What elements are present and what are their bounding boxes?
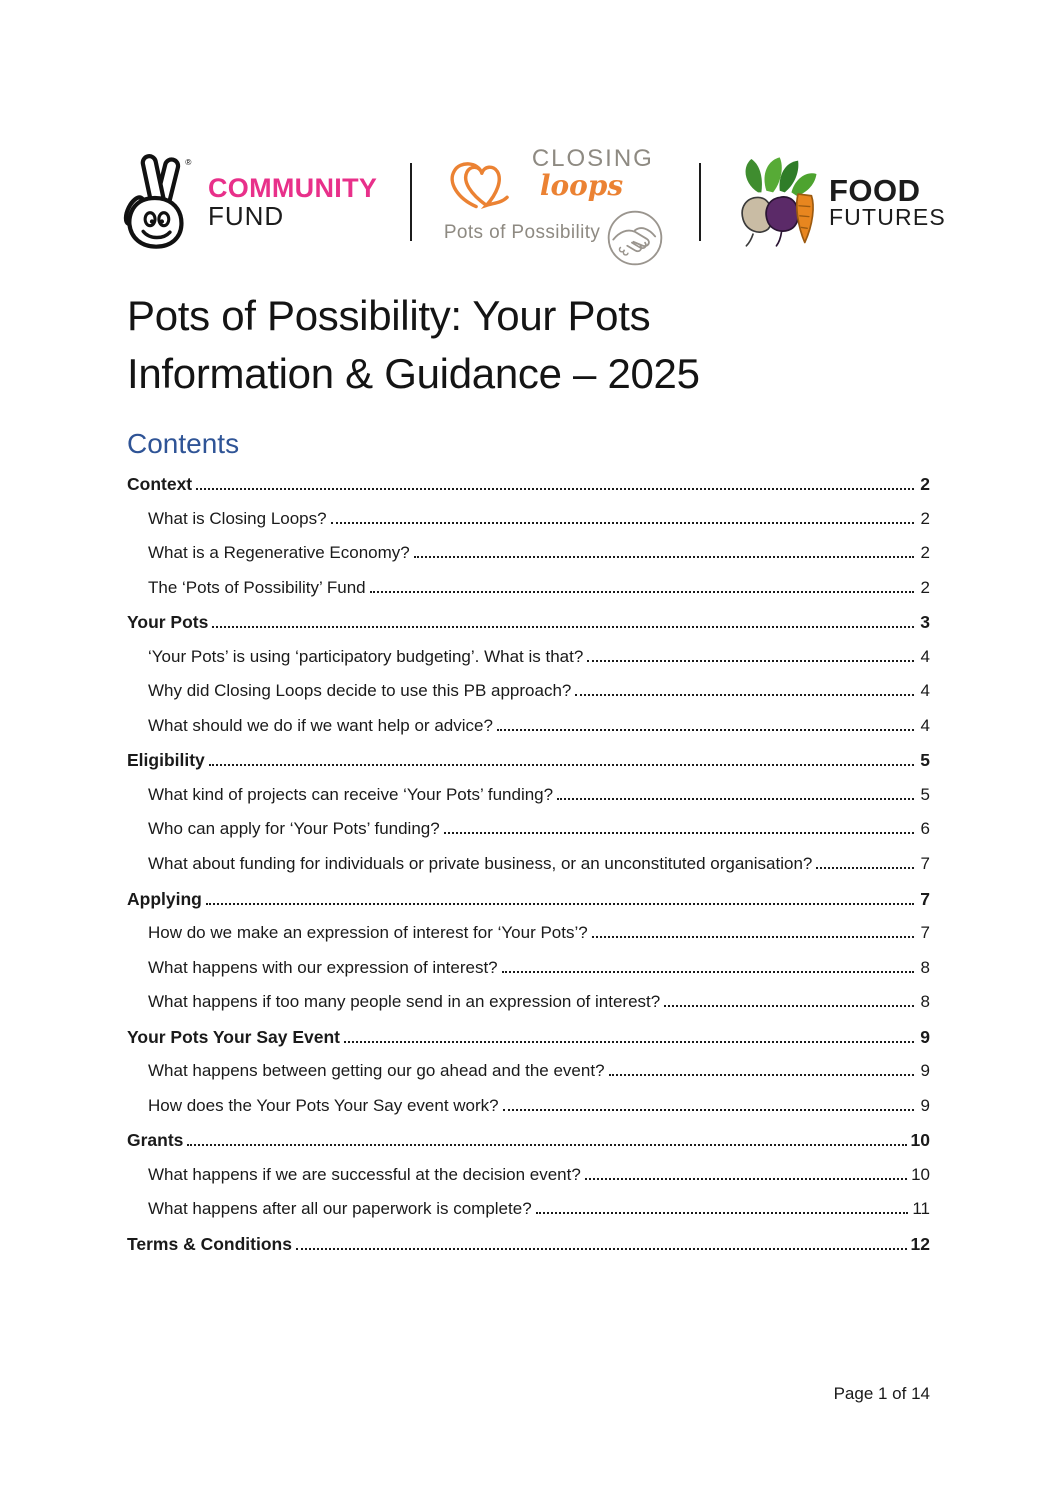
toc-entry-page[interactable]: 2: [920, 543, 930, 563]
toc-entry-label[interactable]: What happens after all our paperwork is complete?: [148, 1199, 532, 1219]
toc-entry-page[interactable]: 2: [920, 474, 930, 494]
fund-label: FUND: [208, 200, 285, 231]
toc-leader-dots: [557, 798, 914, 800]
toc-entry-label[interactable]: How does the Your Pots Your Say event work?: [148, 1095, 499, 1115]
toc-leader-dots: [212, 626, 914, 628]
toc-entry[interactable]: [127, 812, 930, 847]
toc-entry-label[interactable]: What is Closing Loops?: [148, 508, 327, 528]
toc-entry-label[interactable]: Who can apply for ‘Your Pots’ funding?: [148, 819, 440, 839]
toc-entry-page[interactable]: 7: [920, 923, 930, 943]
pots-of-possibility-tagline: Pots of Possibility: [443, 222, 601, 243]
toc-leader-dots: [209, 764, 914, 766]
title-line-1: Pots of Possibility: Your Pots: [127, 292, 651, 339]
page-number-text: Page 1 of 14: [833, 1384, 930, 1403]
logo-community-fund: [118, 153, 377, 251]
logo-closing-loops: [444, 145, 667, 259]
toc-entry-page[interactable]: 8: [920, 992, 930, 1012]
toc-entry-page[interactable]: 2: [920, 577, 930, 597]
logo-food-futures: [733, 152, 946, 252]
toc-entry-page[interactable]: 6: [920, 819, 930, 839]
toc-entry[interactable]: [127, 1054, 930, 1089]
logo-divider: [410, 163, 412, 241]
page-footer: [834, 1384, 930, 1404]
toc-entry[interactable]: [127, 916, 930, 951]
toc-leader-dots: [592, 936, 914, 938]
toc-entry[interactable]: [127, 502, 930, 537]
toc-entry-page[interactable]: 9: [920, 1061, 930, 1081]
toc-entry-page[interactable]: 7: [920, 854, 930, 874]
toc-entry-label[interactable]: The ‘Pots of Possibility’ Fund: [148, 577, 366, 597]
document-title: [127, 287, 967, 403]
toc-leader-dots: [370, 591, 914, 593]
logo-divider: [699, 163, 701, 241]
toc-leader-dots: [502, 971, 914, 973]
toc-leader-dots: [503, 1109, 914, 1111]
community-label: COMMUNITY: [208, 172, 378, 203]
toc-entry-label[interactable]: What about funding for individuals or private business, or an unconstituted organisation?: [148, 854, 813, 874]
svg-text:®: ®: [185, 156, 192, 167]
toc-leader-dots: [196, 488, 914, 490]
toc-leader-dots: [206, 903, 914, 905]
toc-entry[interactable]: [127, 536, 930, 571]
toc-entry[interactable]: [127, 1020, 930, 1055]
toc-entry-page[interactable]: 5: [920, 784, 930, 804]
toc-entry[interactable]: [127, 467, 930, 502]
toc-entry-label[interactable]: ‘Your Pots’ is using ‘participatory budgeting’. What is that?: [148, 646, 584, 666]
toc-entry-label[interactable]: Your Pots Your Say Event: [127, 1026, 340, 1047]
toc-entry-page[interactable]: 3: [920, 612, 930, 633]
toc-entry-label[interactable]: Applying: [127, 888, 202, 909]
vegetables-icon: [733, 152, 829, 252]
toc-entry-label[interactable]: What kind of projects can receive ‘Your Pots’ funding?: [148, 784, 554, 804]
toc-entry[interactable]: [127, 847, 930, 882]
toc-leader-dots: [587, 660, 914, 662]
toc-leader-dots: [816, 867, 914, 869]
toc-entry[interactable]: [127, 571, 930, 606]
toc-entry[interactable]: [127, 1227, 930, 1262]
contents-heading: Contents: [127, 428, 240, 459]
toc-entry[interactable]: [127, 778, 930, 813]
toc-entry-label[interactable]: What should we do if we want help or advice?: [148, 715, 493, 735]
toc-entry-label[interactable]: Grants: [127, 1130, 184, 1151]
toc-leader-dots: [664, 1005, 914, 1007]
toc-leader-dots: [331, 522, 914, 524]
toc-entry[interactable]: [127, 674, 930, 709]
toc-entry[interactable]: [127, 985, 930, 1020]
toc-leader-dots: [187, 1144, 906, 1146]
toc-entry[interactable]: [127, 743, 930, 778]
toc-leader-dots: [414, 556, 914, 558]
toc-leader-dots: [344, 1041, 914, 1043]
toc-entry[interactable]: [127, 1158, 930, 1193]
toc-entry-page[interactable]: 5: [920, 750, 930, 771]
toc-entry-page[interactable]: 7: [920, 888, 930, 909]
toc-entry-label[interactable]: What happens between getting our go ahead and the event?: [148, 1061, 605, 1081]
toc-list: [127, 467, 930, 1262]
closing-loops-wordmark: [532, 145, 654, 202]
toc-entry-label[interactable]: How do we make an expression of interest for ‘Your Pots’?: [148, 923, 588, 943]
toc-entry-label[interactable]: Context: [127, 474, 193, 494]
toc-leader-dots: [296, 1248, 907, 1250]
toc-entry[interactable]: [127, 605, 930, 640]
toc-entry[interactable]: [127, 1123, 930, 1158]
header-logos: [118, 145, 946, 254]
food-label: FOOD: [828, 173, 921, 208]
title-line-2: Information & Guidance – 2025: [127, 350, 700, 397]
toc-entry-label[interactable]: What is a Regenerative Economy?: [148, 543, 410, 563]
toc-entry-label[interactable]: Why did Closing Loops decide to use this PB approach?: [148, 681, 572, 701]
toc-entry[interactable]: [127, 1192, 930, 1227]
toc-leader-dots: [585, 1178, 907, 1180]
toc-entry-page[interactable]: 10: [911, 1164, 930, 1184]
toc-entry-page[interactable]: 2: [920, 508, 930, 528]
toc-entry[interactable]: [127, 951, 930, 986]
toc-entry-page[interactable]: 11: [912, 1199, 930, 1219]
toc-entry[interactable]: [127, 1089, 930, 1124]
toc-entry-label[interactable]: What happens with our expression of interest?: [148, 957, 498, 977]
toc-leader-dots: [497, 729, 914, 731]
toc-leader-dots: [575, 694, 914, 696]
toc-entry-label[interactable]: What happens if we are successful at the decision event?: [148, 1164, 581, 1184]
toc-entry-page[interactable]: 4: [920, 715, 930, 735]
toc-entry-page[interactable]: 4: [920, 681, 930, 701]
toc-entry[interactable]: [127, 640, 930, 675]
toc-leader-dots: [444, 832, 914, 834]
loops-label: loops: [539, 169, 624, 202]
toc-entry-label[interactable]: Eligibility: [127, 750, 205, 771]
toc-entry[interactable]: [127, 709, 930, 744]
toc-entry-page[interactable]: 10: [910, 1130, 930, 1151]
crossed-fingers-icon: [118, 153, 202, 251]
food-futures-wordmark: [829, 175, 946, 229]
closing-label: CLOSING: [531, 145, 654, 172]
futures-label: FUTURES: [828, 204, 946, 230]
toc-entry-page[interactable]: 12: [910, 1234, 930, 1255]
community-fund-wordmark: [208, 172, 378, 231]
toc-leader-dots: [609, 1074, 914, 1076]
toc-entry-label[interactable]: Your Pots: [127, 612, 209, 633]
toc-entry-page[interactable]: 4: [920, 646, 930, 666]
toc-entry-page[interactable]: 9: [920, 1095, 930, 1115]
toc-leader-dots: [536, 1212, 909, 1214]
handshake-icon: [604, 207, 666, 269]
toc-entry-label[interactable]: What happens if too many people send in an expression of interest?: [148, 992, 661, 1012]
toc-entry-page[interactable]: 8: [920, 957, 930, 977]
heart-loop-icon: [444, 147, 530, 215]
toc-entry-label[interactable]: Terms & Conditions: [127, 1234, 292, 1255]
toc-entry-page[interactable]: 9: [920, 1026, 930, 1047]
toc-entry[interactable]: [127, 882, 930, 917]
